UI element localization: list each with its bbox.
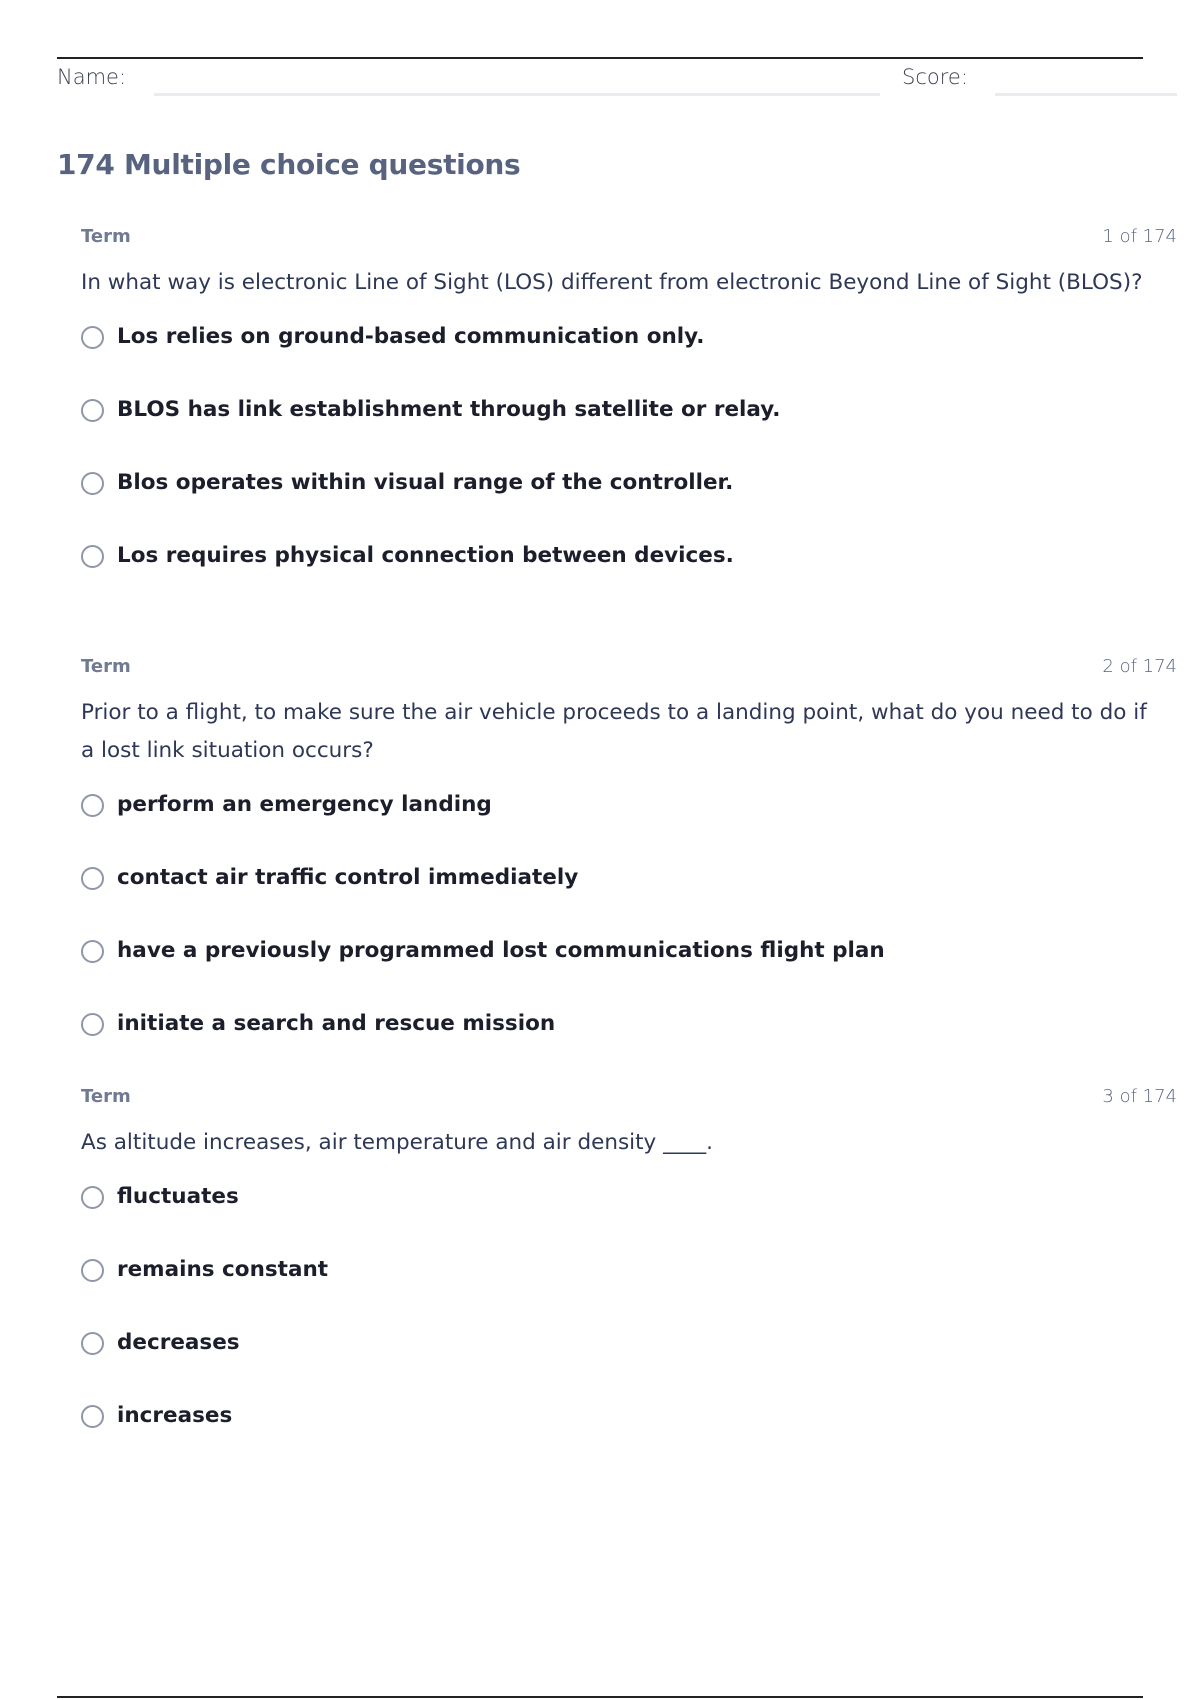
answer-label: perform an emergency landing [117,792,492,817]
radio-button-icon[interactable] [81,1332,104,1355]
answer-option[interactable] [81,931,1177,1004]
question-meta [81,656,1177,680]
question-3 [81,1086,1177,1469]
radio-button-icon[interactable] [81,545,104,568]
answer-label: increases [117,1403,233,1428]
answer-label: remains constant [117,1257,329,1282]
answer-options [81,317,1177,609]
answer-option[interactable] [81,317,1177,390]
radio-button-icon[interactable] [81,1186,104,1209]
radio-button-icon[interactable] [81,794,104,817]
answer-option[interactable] [81,390,1177,463]
radio-button-icon[interactable] [81,867,104,890]
score-label: Score: [902,65,968,89]
radio-button-icon[interactable] [81,940,104,963]
question-counter: 3 of 174 [1102,1086,1177,1107]
answer-option[interactable] [81,1177,1177,1250]
answer-option[interactable] [81,463,1177,536]
question-counter: 1 of 174 [1102,226,1177,247]
score-field[interactable] [995,93,1177,96]
question-prompt: Prior to a flight, to make sure the air vehicle proceeds to a landing point, what do you need to do if a lost link situation occurs? [81,700,1147,763]
answer-label: have a previously programmed lost communications flight plan [117,938,885,963]
answer-label: fluctuates [117,1184,239,1209]
sheet-title: 174 Multiple choice questions [57,148,521,181]
answer-option[interactable] [81,1004,1177,1077]
bottom-divider [57,1696,1143,1698]
worksheet-header [57,60,1177,100]
answer-options [81,785,1177,1077]
name-field[interactable] [154,93,880,96]
answer-option[interactable] [81,785,1177,858]
question-counter: 2 of 174 [1102,656,1177,677]
answer-label: Los relies on ground-based communication only. [117,324,705,349]
answer-label: contact air traffic control immediately [117,865,579,890]
top-divider [57,57,1143,59]
answer-option[interactable] [81,1396,1177,1469]
term-label: Term [81,1086,131,1107]
question-meta [81,226,1177,250]
answer-label: BLOS has link establishment through satellite or relay. [117,397,781,422]
answer-option[interactable] [81,1323,1177,1396]
answer-label: Blos operates within visual range of the controller. [117,470,734,495]
radio-button-icon[interactable] [81,1259,104,1282]
radio-button-icon[interactable] [81,1013,104,1036]
answer-option[interactable] [81,536,1177,609]
answer-options [81,1177,1177,1469]
term-label: Term [81,656,131,677]
radio-button-icon[interactable] [81,399,104,422]
question-2 [81,656,1177,1077]
answer-label: decreases [117,1330,240,1355]
question-1 [81,226,1177,609]
radio-button-icon[interactable] [81,472,104,495]
question-prompt: As altitude increases, air temperature and air density ____. [81,1130,713,1155]
answer-option[interactable] [81,1250,1177,1323]
answer-label: initiate a search and rescue mission [117,1011,556,1036]
answer-option[interactable] [81,858,1177,931]
name-label: Name: [57,65,127,89]
term-label: Term [81,226,131,247]
radio-button-icon[interactable] [81,326,104,349]
question-meta [81,1086,1177,1110]
answer-label: Los requires physical connection between devices. [117,543,734,568]
question-prompt: In what way is electronic Line of Sight (LOS) different from electronic Beyond Line of Sight (BLOS)? [81,270,1143,295]
radio-button-icon[interactable] [81,1405,104,1428]
